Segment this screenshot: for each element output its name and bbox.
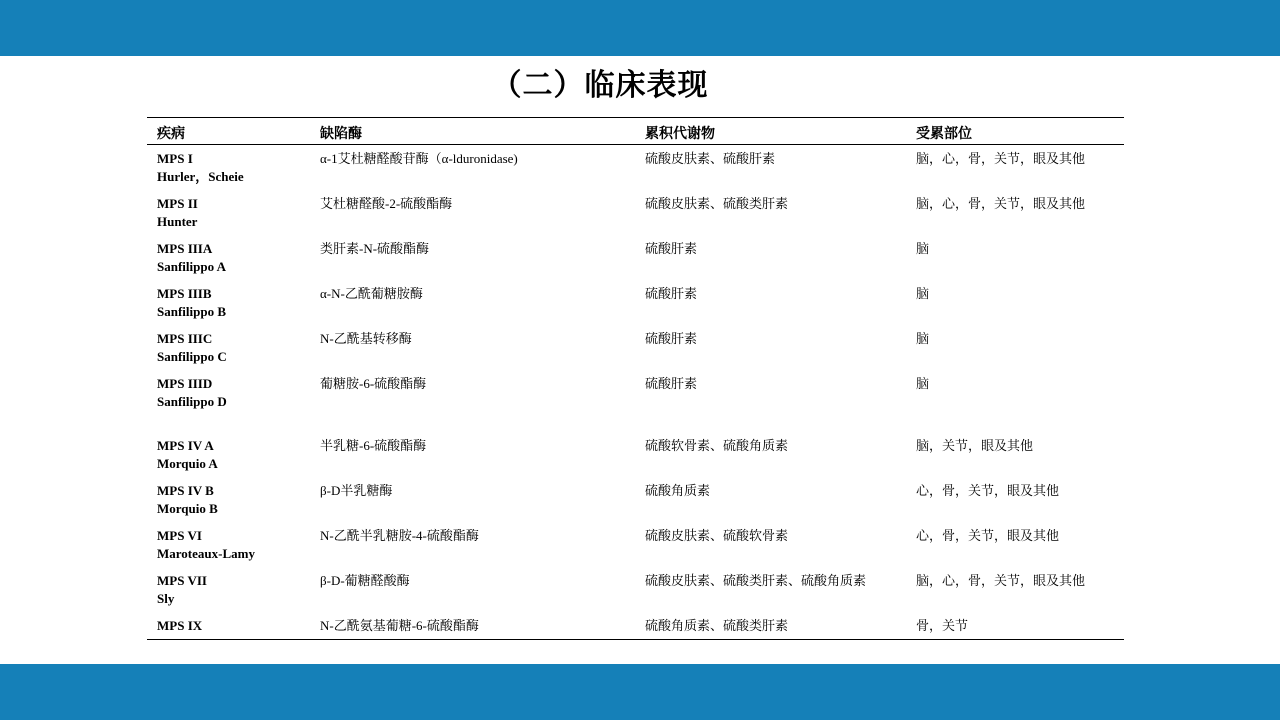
enzyme-cell: 半乳糖-6-硫酸酯酶 (320, 438, 427, 453)
disease-subtype: Sanfilippo D (157, 394, 227, 409)
footer-band (0, 664, 1280, 720)
header-band (0, 0, 1280, 56)
table-row (147, 477, 1124, 522)
disease-name: MPS VI (157, 528, 202, 543)
site-cell: 骨，关节 (916, 618, 969, 633)
enzyme-cell: β-D-葡糖醛酸酶 (320, 573, 410, 588)
disease-cell (157, 437, 218, 473)
table-row (147, 325, 1124, 370)
enzyme-cell: α-1艾杜糖醛酸苷酶（α-lduronidase) (320, 151, 518, 166)
metabolite-cell: 硫酸皮肤素、硫酸类肝素、硫酸角质素 (645, 573, 867, 588)
metabolite-cell: 硫酸皮肤素、硫酸软骨素 (645, 528, 789, 543)
table-row (147, 432, 1124, 477)
disease-cell (157, 330, 227, 366)
metabolite-cell: 硫酸软骨素、硫酸角质素 (645, 438, 789, 453)
table-row (147, 612, 1124, 639)
disease-subtype: Sanfilippo B (157, 304, 227, 319)
site-cell: 脑，心，骨，关节，眼及其他 (916, 573, 1086, 588)
table-row (147, 145, 1124, 190)
slide-title: （二）临床表现 (491, 68, 709, 103)
metabolite-cell: 硫酸皮肤素、硫酸肝素 (645, 151, 776, 166)
header-enzyme: 缺陷酶 (320, 126, 362, 142)
disease-name: MPS IIIC (157, 331, 213, 346)
enzyme-cell: 葡糖胺-6-硫酸酯酶 (320, 376, 427, 391)
disease-cell (157, 572, 207, 608)
disease-subtype: Maroteaux-Lamy (157, 546, 255, 561)
disease-subtype: Sly (157, 591, 175, 606)
disease-name: MPS IIID (157, 376, 213, 391)
metabolite-cell: 硫酸角质素、硫酸类肝素 (645, 618, 789, 633)
enzyme-cell: N-乙酰氨基葡糖-6-硫酸酯酶 (320, 618, 479, 633)
table-row (147, 370, 1124, 432)
table-row (147, 522, 1124, 567)
disease-name: MPS IIIB (157, 286, 212, 301)
disease-cell (157, 375, 227, 411)
metabolite-cell: 硫酸皮肤素、硫酸类肝素 (645, 196, 789, 211)
disease-subtype: Morquio B (157, 501, 218, 516)
table-row (147, 235, 1124, 280)
disease-cell (157, 150, 244, 186)
site-cell: 脑，心，骨，关节，眼及其他 (916, 151, 1086, 166)
disease-cell (157, 195, 198, 231)
table-row (147, 190, 1124, 235)
table-header (147, 118, 1124, 145)
enzyme-cell: α-N-乙酰葡糖胺酶 (320, 286, 423, 301)
header-site: 受累部位 (916, 126, 972, 142)
site-cell: 脑 (916, 241, 930, 256)
disease-name: MPS VII (157, 573, 207, 588)
disease-cell (157, 482, 218, 518)
enzyme-cell: N-乙酰基转移酶 (320, 331, 412, 346)
header-metabolite: 累积代谢物 (645, 126, 715, 142)
disease-name: MPS IX (157, 618, 203, 633)
metabolite-cell: 硫酸肝素 (645, 376, 698, 391)
disease-cell (157, 240, 226, 276)
metabolite-cell: 硫酸肝素 (645, 286, 698, 301)
header-disease: 疾病 (157, 126, 185, 142)
site-cell: 脑 (916, 286, 930, 301)
disease-subtype: Hurler，Scheie (157, 169, 244, 184)
site-cell: 脑，关节，眼及其他 (916, 438, 1034, 453)
mps-table (147, 117, 1124, 640)
metabolite-cell: 硫酸角质素 (645, 483, 711, 498)
enzyme-cell: N-乙酰半乳糖胺-4-硫酸酯酶 (320, 528, 479, 543)
metabolite-cell: 硫酸肝素 (645, 331, 698, 346)
enzyme-cell: 艾杜糖醛酸-2-硫酸酯酶 (320, 196, 453, 211)
disease-name: MPS IV B (157, 483, 214, 498)
site-cell: 脑，心，骨，关节，眼及其他 (916, 196, 1086, 211)
disease-name: MPS I (157, 151, 193, 166)
disease-name: MPS IIIA (157, 241, 213, 256)
disease-subtype: Hunter (157, 214, 198, 229)
disease-subtype: Sanfilippo A (157, 259, 227, 274)
disease-subtype: Sanfilippo C (157, 349, 227, 364)
disease-cell (157, 617, 202, 635)
enzyme-cell: 类肝素-N-硫酸酯酶 (320, 241, 430, 256)
enzyme-cell: β-D半乳糖酶 (320, 483, 393, 498)
table-row (147, 567, 1124, 612)
site-cell: 心，骨，关节，眼及其他 (916, 528, 1060, 543)
disease-name: MPS II (157, 196, 198, 211)
site-cell: 脑 (916, 331, 930, 346)
site-cell: 心，骨，关节，眼及其他 (916, 483, 1060, 498)
site-cell: 脑 (916, 376, 930, 391)
disease-cell (157, 285, 226, 321)
table-row (147, 280, 1124, 325)
disease-subtype: Morquio A (157, 456, 218, 471)
disease-cell (157, 527, 255, 563)
metabolite-cell: 硫酸肝素 (645, 241, 698, 256)
disease-name: MPS IV A (157, 438, 214, 453)
